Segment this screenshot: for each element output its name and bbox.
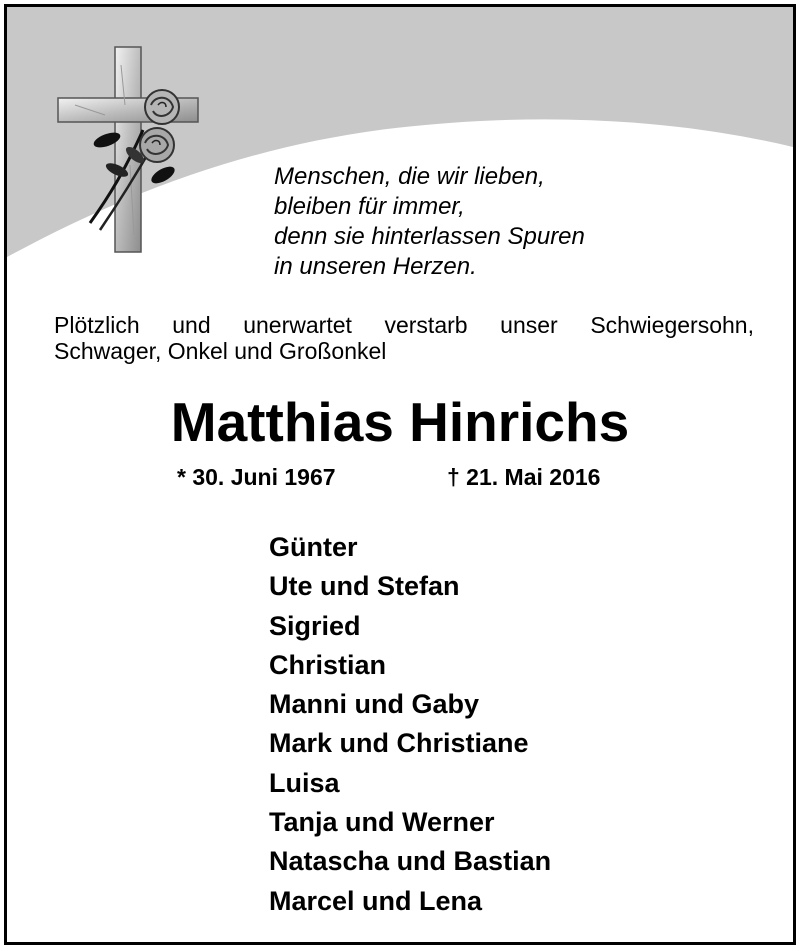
mourner-name: Marcel und Lena (269, 885, 483, 916)
mourner-name: Luisa (269, 767, 340, 798)
death-date: † 21. Mai 2016 (447, 464, 601, 490)
announcement-word: verstarb (384, 312, 468, 338)
mourners-list (269, 528, 551, 921)
announcement-line-1 (54, 312, 754, 338)
mourner-name: Mark und Christiane (269, 728, 529, 759)
announcement-word: unerwartet (243, 312, 352, 338)
announcement-word: Schwiegersohn, (590, 312, 754, 338)
mourner-name: Ute und Stefan (269, 571, 460, 602)
poem-line: in unseren Herzen. (274, 253, 477, 280)
mourner-name: Manni und Gaby (269, 689, 480, 720)
birth-date: * 30. Juni 1967 (177, 464, 336, 490)
announcement-word: und (172, 312, 211, 338)
mourner-name: Tanja und Werner (269, 807, 495, 838)
obituary-card (4, 4, 796, 945)
poem (274, 162, 585, 282)
announcement-word: Plötzlich (54, 312, 140, 338)
announcement-word: unser (500, 312, 558, 338)
poem-line: denn sie hinterlassen Spuren (274, 223, 585, 250)
mourner-name: Günter (269, 532, 358, 562)
poem-line: bleiben für immer, (274, 193, 465, 220)
mourner-name: Christian (269, 649, 387, 680)
announcement-text (54, 312, 754, 364)
announcement-line-2: Schwager, Onkel und Großonkel (54, 338, 387, 364)
poem-line: Menschen, die wir lieben, (274, 163, 545, 190)
mourner-name: Natascha und Bastian (269, 846, 552, 877)
deceased-name: Matthias Hinrichs (170, 391, 630, 453)
cross-with-roses (55, 45, 205, 260)
mourner-name: Sigried (269, 610, 361, 641)
